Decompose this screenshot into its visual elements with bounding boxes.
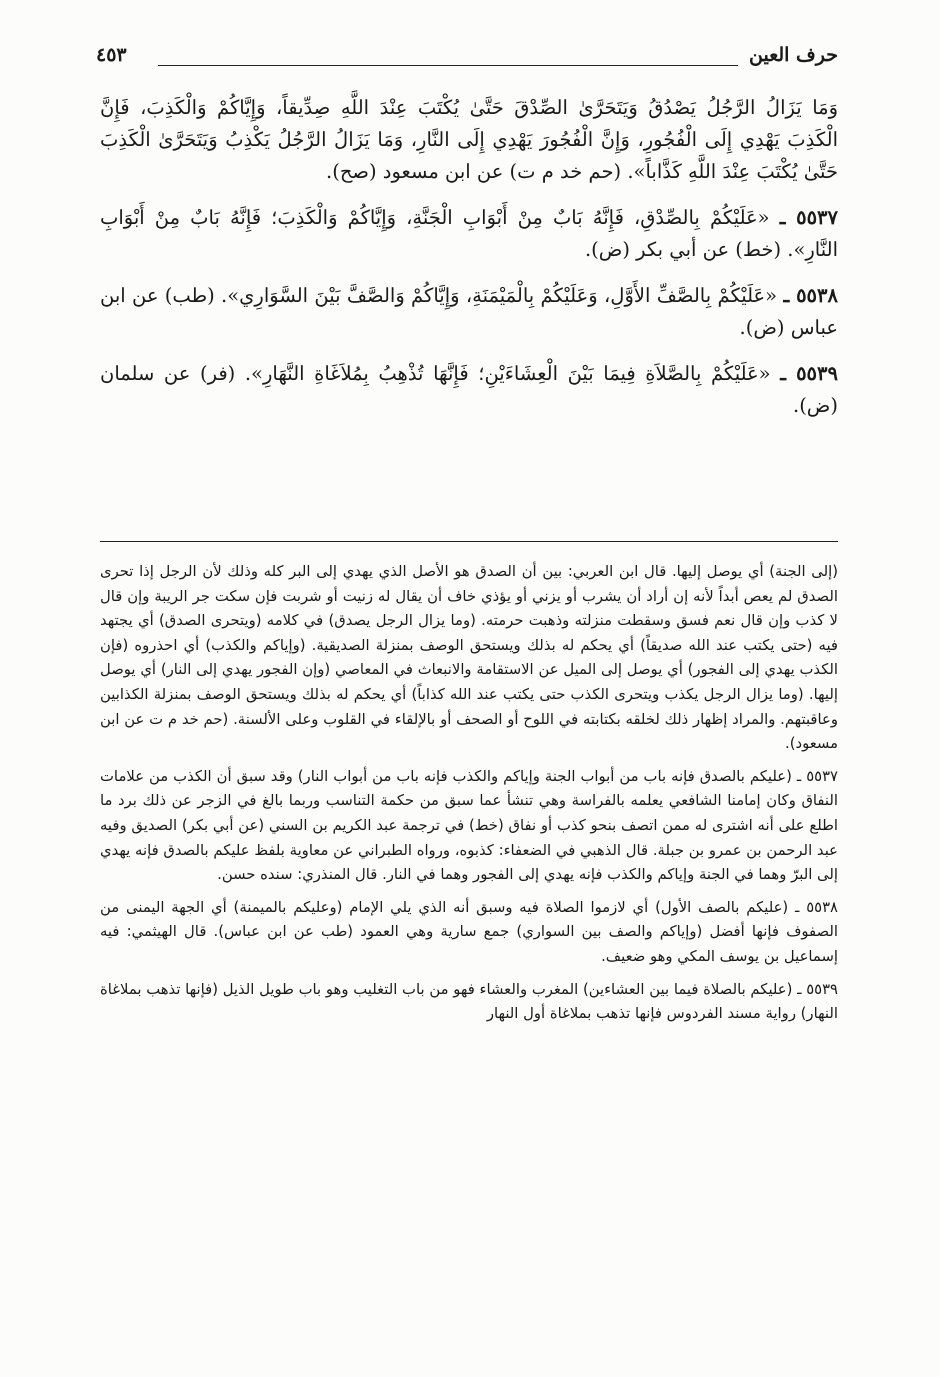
hadith-5536-text: وَمَا يَزَالُ الرَّجُلُ يَصْدُقُ وَيَتَحَرَّىٰ الصِّدْقَ حَتَّىٰ يُكْتَبَ عِنْدَ اللَّهِ صِدِّيقاً، وَإِيَّاكُمْ وَالْكَذِبَ، فَإِنَّ الْكَذِبَ يَهْدِي إِلَى الْفُجُورِ، وَإِنَّ الْفُجُورَ يَهْدِي إِلَى النَّارِ، وَمَا يَزَالُ الرَّجُلُ يَكْذِبُ وَيَتَحَرَّىٰ الْكَذِبَ حَتَّىٰ يُكْتَبَ عِنْدَ اللَّهِ كَذَّاباً». (حم خد م ت) عن ابن مسعود (صح). bbox=[100, 96, 838, 183]
hadith-5537-number: ٥٥٣٧ ـ bbox=[779, 206, 838, 229]
hadith-5538-number: ٥٥٣٨ ـ bbox=[783, 284, 838, 307]
running-title: حرف العين bbox=[749, 44, 838, 66]
header-rule bbox=[158, 65, 738, 66]
hadith-5538-text: «عَلَيْكُمْ بِالصَّفِّ الأَوَّلِ، وَعَلَيْكُمْ بِالْمَيْمَنَةِ، وَإِيَّاكُمْ وَالصَّفَّ بَيْنَ السَّوَارِي». (طب) عن ابن عباس (ض). bbox=[100, 284, 838, 339]
hadith-5539-text: «عَلَيْكُمْ بِالصَّلاَةِ فِيمَا بَيْنَ الْعِشَاءَيْنِ؛ فَإِنَّهَا تُذْهِبُ بِمُلاَغَاةِ النَّهَارِ». (فر) عن سلمان (ض). bbox=[100, 362, 838, 417]
commentary-paragraph-5538: ٥٥٣٨ ـ (عليكم بالصف الأول) أي لازموا الصلاة فيه وسبق أنه الذي يلي الإمام (وعليكم بالميمنة) أي الجهة اليمنى من الصفوف فإنها أفضل (وإياكم والصف بين السواري) جمع سارية وهي العمود (طب عن ابن عباس). قال الهيثمي: فيه إسماعيل بن يوسف المكي وهو ضعيف. bbox=[100, 898, 838, 965]
hadith-5538 bbox=[100, 280, 838, 344]
hadith-text bbox=[100, 92, 838, 436]
commentary-paragraph-5537: ٥٥٣٧ ـ (عليكم بالصدق فإنه باب من أبواب الجنة وإياكم والكذب فإنه باب من أبواب النار) وقد سبق أن الكذب من علامات النفاق وكان إمامنا الشافعي يعلمه بالفراسة وهي تنشأ عما سبق من حكمة التناسب وربما بالغ في الزجر عن ذلك برد ما اطلع على أنه اشترى له ممن اتصف بنحو كذب أو نفاق (خط) في ترجمة عبد الكريم بن السني (عن أبي بكر) الصديق وفيه عبد الرحمن بن عمرو بن جبلة. قال الذهبي في الضعفاء: كذبوه، ورواه الطبراني عن معاوية بلفظ عليكم بالصدق فإنه يهدي إلى البرّ وهما في الجنة وإياكم والكذب فإنه يهدي إلى الفجور وهما في النار. قال المنذري: سنده حسن. bbox=[100, 767, 838, 884]
commentary-paragraph-5539: ٥٥٣٩ ـ (عليكم بالصلاة فيما بين العشاءين) المغرب والعشاء فهو من باب التغليب وهو باب طويل الذيل (فإنها تذهب بملاغاة النهار) رواية مسند الفردوس فإنها تذهب بملاغاة أول النهار bbox=[100, 980, 838, 1023]
page-header bbox=[96, 40, 838, 80]
hadith-5539 bbox=[100, 358, 838, 422]
hadith-5537 bbox=[100, 202, 838, 266]
footnote-separator bbox=[100, 541, 838, 542]
page-number: ٤٥٣ bbox=[96, 44, 127, 66]
commentary-paragraph-5536: (إلى الجنة) أي يوصل إليها. قال ابن العربي: بين أن الصدق هو الأصل الذي يهدي إلى البر كله وذلك لأن الرجل إذا تحرى الصدق لم يعص أبداً لأنه إن أراد أن يشرب أو يزني أو يؤذي خاف أن يقال له زنيت أو شربت فإن سكت جر الريبة وإن قال لا كذب وإن قال نعم فسق وسقطت منزلته وذهبت حرمته. (وما يزال الرجل يصدق) في كلامه (ويتحرى الصدق) أي يجتهد فيه (حتى يكتب عند الله صديقاً) أي يحكم له بذلك ويستحق الوصف بمنزلة الصديقية. (وإياكم والكذب) أي احذروه (فإن الكذب يهدي إلى الفجور) أي يوصل إلى الميل عن الاستقامة والانبعاث في المعاصي (وإن الفجور يهدي إلى النار) أي يوصل إليها. (وما يزال الرجل يكذب ويتحرى الكذب حتى يكتب عند الله كذاباً) أي يحكم له بذلك ويستحق الوصف بمنزلة الكذابين وعاقبتهم. والمراد إظهار ذلك لخلقه بكتابته في اللوح أو الصحف أو بالإلقاء في القلوب وعلى الألسنة. (حم خد م ت عن ابن مسعود). bbox=[100, 563, 838, 753]
hadith-5536-continuation bbox=[100, 92, 838, 188]
hadith-5537-text: «عَلَيْكُمْ بِالصِّدْقِ، فَإِنَّهُ بَابٌ مِنْ أَبْوَابِ الْجَنَّةِ، وَإِيَّاكُمْ وَالْكَذِبَ؛ فَإِنَّهُ بَابٌ مِنْ أَبْوَابِ النَّارِ». (خط) عن أبي بكر (ض). bbox=[100, 206, 838, 261]
commentary-section bbox=[100, 560, 838, 1035]
hadith-5539-number: ٥٥٣٩ ـ bbox=[780, 362, 838, 385]
